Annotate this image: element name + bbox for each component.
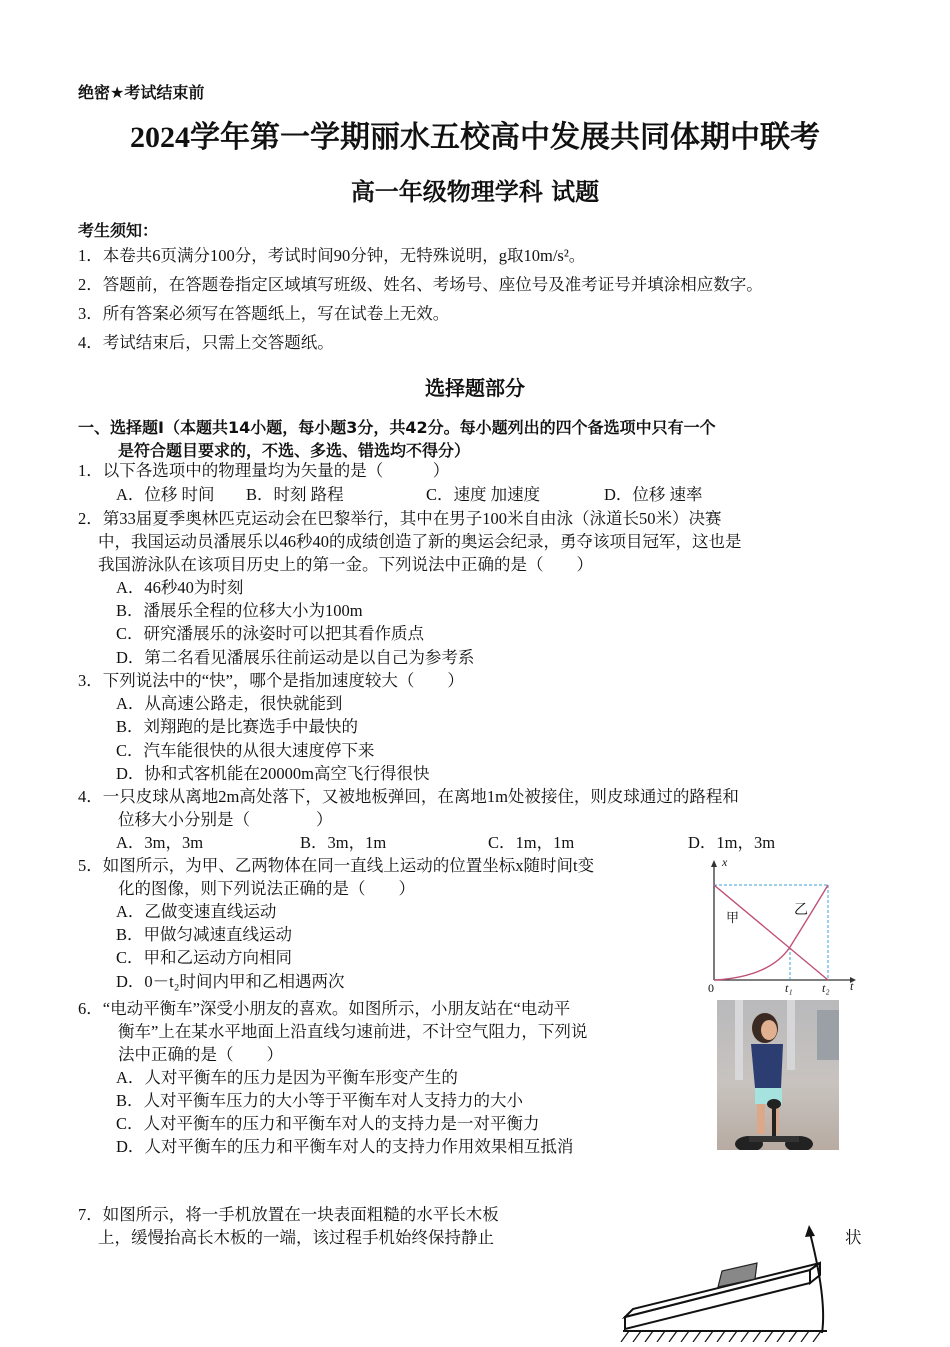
q6-option-d: D．人对平衡车的压力和平衡车对人的支持力作用效果相互抵消	[116, 1137, 574, 1156]
q4-option-c: C．1m，1m	[488, 833, 575, 852]
q3-stem: 3．下列说法中的“快”，哪个是指加速度较大（ ）	[78, 671, 464, 690]
q7-stem-line2: 上，缓慢抬高长木板的一端，该过程手机始终保持静止	[98, 1228, 494, 1247]
section-title: 选择题部分	[425, 376, 525, 400]
q6-option-c: C．人对平衡车的压力和平衡车对人的支持力是一对平衡力	[116, 1114, 540, 1133]
exam-subtitle: 高一年级物理学科 试题	[350, 178, 600, 206]
q4-option-d: D．1m，3m	[688, 833, 776, 852]
q6-stem-line3: 法中正确的是（ ）	[118, 1045, 283, 1064]
q2-option-b: B．潘展乐全程的位移大小为100m	[116, 601, 363, 620]
xt-graph	[700, 855, 860, 995]
q2-option-a: A．46秒40为时刻	[116, 578, 244, 597]
balance-scooter-photo	[717, 1000, 839, 1150]
q1-stem: 1．以下各选项中的物理量均为矢量的是（ ）	[78, 461, 450, 480]
q7-stem-line1: 7．如图所示，将一手机放置在一块表面粗糙的水平长木板	[78, 1205, 499, 1224]
notice-item-1: 1．本卷共6页满分100分，考试时间90分钟，无特殊说明，g取10m/s²。	[78, 246, 586, 265]
t2-label: t₂	[822, 981, 830, 995]
confidential-label: 绝密★考试结束前	[78, 83, 205, 102]
q2-stem-line1: 2．第33届夏季奥林匹克运动会在巴黎举行，其中在男子100米自由泳（泳道长50米）决赛	[78, 509, 722, 528]
curve-yi-label: 乙	[794, 902, 808, 918]
q4-stem-line2: 位移大小分别是（ ）	[118, 810, 333, 829]
q3-option-a: A．从高速公路走，很快就能到	[116, 694, 343, 713]
q5-stem-line1: 5．如图所示，为甲、乙两物体在同一直线上运动的位置坐标x随时间t变	[78, 856, 595, 875]
q5-option-b: B．甲做匀减速直线运动	[116, 925, 293, 944]
q6-option-a: A．人对平衡车的压力是因为平衡车形变产生的	[116, 1068, 458, 1087]
q5-option-a: A．乙做变速直线运动	[116, 902, 277, 921]
q3-option-b: B．刘翔跑的是比赛选手中最快的	[116, 717, 359, 736]
q1-option-c: C．速度 加速度	[426, 485, 541, 504]
q1-option-d: D．位移 速率	[604, 485, 703, 504]
q3-option-c: C．汽车能很快的从很大速度停下来	[116, 741, 375, 760]
q1-option-b: B．时刻 路程	[246, 485, 344, 504]
q7-trailing-text: 状	[845, 1228, 862, 1247]
q4-option-b: B．3m，1m	[300, 833, 387, 852]
xt-graph-figure	[700, 855, 860, 995]
curve-jia-label: 甲	[726, 911, 740, 926]
notice-heading: 考生须知：	[78, 221, 159, 240]
q5-option-c: C．甲和乙运动方向相同	[116, 948, 293, 967]
origin-label: 0	[708, 981, 714, 995]
q2-option-d: D．第二名看见潘展乐往前运动是以自己为参考系	[116, 648, 475, 667]
exam-title: 2024学年第一学期丽水五校高中发展共同体期中联考	[130, 121, 820, 154]
q1-option-a: A．位移 时间	[116, 485, 215, 504]
notice-item-3: 3．所有答案必须写在答题纸上，写在试卷上无效。	[78, 304, 450, 323]
q5-stem-line2: 化的图像，则下列说法正确的是（ ）	[118, 879, 415, 898]
y-axis-label: x	[722, 855, 728, 869]
q4-option-a: A．3m，3m	[116, 833, 204, 852]
q2-stem-line3: 我国游泳队在该项目历史上的第一金。下列说法中正确的是（ ）	[98, 555, 593, 574]
inclined-board-illustration	[615, 1205, 830, 1342]
q2-option-c: C．研究潘展乐的泳姿时可以把其看作质点	[116, 624, 425, 643]
inclined-board-figure	[615, 1205, 830, 1342]
notice-item-2: 2．答题前，在答题卷指定区域填写班级、姓名、考场号、座位号及准考证号并填涂相应数字。	[78, 275, 763, 294]
q6-stem-line1: 6．“电动平衡车”深受小朋友的喜欢。如图所示，小朋友站在“电动平	[78, 999, 571, 1018]
t1-label: t₁	[785, 981, 793, 995]
child-on-scooter-illustration	[717, 1000, 839, 1150]
x-axis-label: t	[850, 979, 854, 993]
q4-stem-line1: 4．一只皮球从离地2m高处落下，又被地板弹回，在离地1m处被接住，则皮球通过的路程和	[78, 787, 739, 806]
q6-option-b: B．人对平衡车压力的大小等于平衡车对人支持力的大小	[116, 1091, 524, 1110]
q5-option-d: D．0－t₂时间内甲和乙相遇两次	[116, 972, 345, 991]
notice-item-4: 4．考试结束后，只需上交答题纸。	[78, 333, 334, 352]
q2-stem-line2: 中，我国运动员潘展乐以46秒40的成绩创造了新的奥运会纪录，勇夺该项目冠军，这也是	[98, 532, 742, 551]
q3-option-d: D．协和式客机能在20000m高空飞行得很快	[116, 764, 430, 783]
part-heading-line1: 一、选择题Ⅰ（本题共14小题，每小题3分，共42分。每小题列出的四个备选项中只有一个	[78, 418, 716, 437]
q6-stem-line2: 衡车”上在某水平地面上沿直线匀速前进，不计空气阻力，下列说	[118, 1022, 588, 1041]
part-heading-line2: 是符合题目要求的，不选、多选、错选均不得分）	[118, 441, 471, 460]
